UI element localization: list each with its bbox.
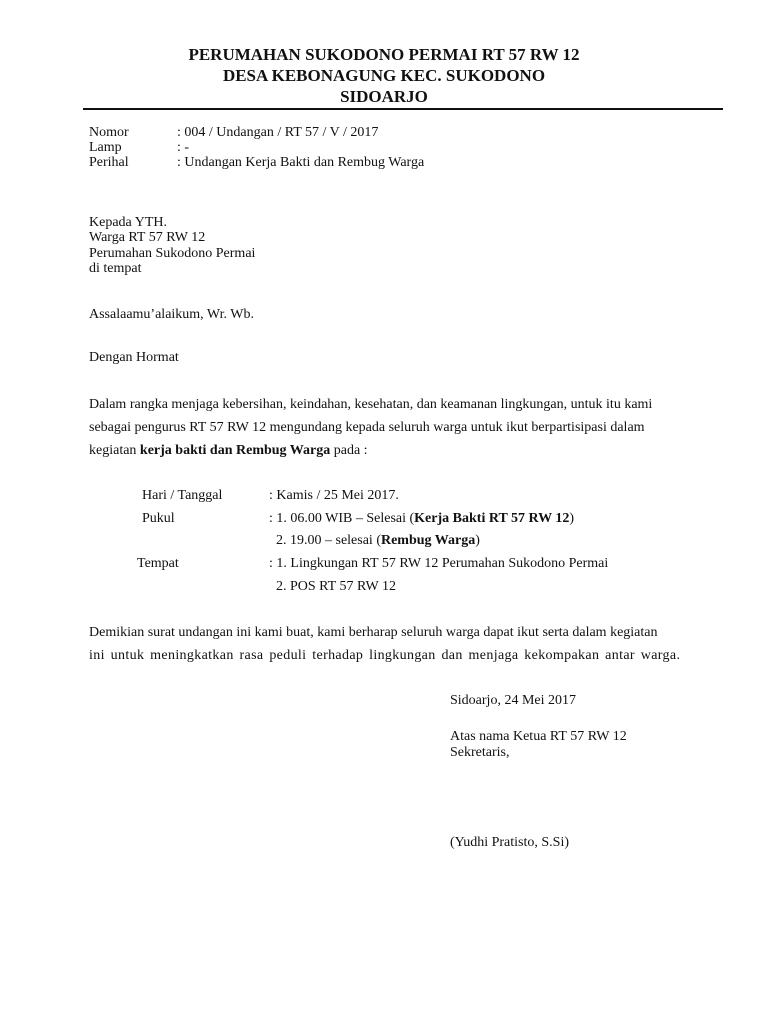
greeting-salam: Assalaamu’alaikum, Wr. Wb.: [89, 307, 254, 322]
detail-label-tempat: Tempat: [137, 556, 179, 571]
meta-label-perihal: Perihal: [89, 155, 129, 170]
intro-line-3: [89, 443, 368, 459]
intro-line-3-pre: kegiatan: [89, 443, 140, 458]
detail-value-tempat-1: : 1. Lingkungan RT 57 RW 12 Perumahan Sukodono Permai: [269, 556, 609, 571]
pukul-1-post: ): [569, 511, 575, 526]
pukul-2-post: ): [475, 533, 480, 548]
detail-value-tempat-2: 2. POS RT 57 RW 12: [276, 579, 397, 594]
header-divider: [83, 108, 723, 110]
meta-value-nomor: : 004 / Undangan / RT 57 / V / 2017: [177, 125, 379, 140]
intro-line-3-post: pada :: [330, 443, 368, 458]
meta-value-perihal: : Undangan Kerja Bakti dan Rembug Warga: [177, 155, 425, 170]
pukul-2-pre: 2. 19.00 – selesai (: [276, 533, 381, 548]
intro-line-1: Dalam rangka menjaga kebersihan, keindahan, kesehatan, dan keamanan lingkungan, untuk itu kami: [89, 397, 653, 412]
detail-label-hari: Hari / Tanggal: [142, 488, 223, 503]
closing-line-2: ini untuk meningkatkan rasa peduli terhadap lingkungan dan menjaga kekompakan antar warga.: [89, 648, 681, 663]
signature-on-behalf: Atas nama Ketua RT 57 RW 12: [450, 729, 627, 744]
signature-place-date: Sidoarjo, 24 Mei 2017: [450, 693, 576, 708]
detail-value-pukul-2: [276, 533, 480, 549]
recipient-line-4: di tempat: [89, 261, 142, 276]
meta-value-lamp: : -: [177, 140, 190, 155]
intro-line-3-bold: kerja bakti dan Rembug Warga: [139, 443, 331, 458]
closing-line-1: Demikian surat undangan ini kami buat, kami berharap seluruh warga dapat ikut serta dalam kegiatan: [89, 625, 658, 640]
detail-value-pukul-1: [269, 511, 574, 527]
pukul-1-bold: Kerja Bakti RT 57 RW 12: [414, 511, 570, 526]
meta-label-nomor: Nomor: [89, 125, 129, 140]
letterhead-line-1: PERUMAHAN SUKODONO PERMAI RT 57 RW 12: [188, 45, 580, 64]
detail-label-pukul: Pukul: [142, 511, 175, 526]
intro-line-2: sebagai pengurus RT 57 RW 12 mengundang kepada seluruh warga untuk ikut berpartisipasi dalam: [89, 420, 645, 435]
letterhead-line-2: DESA KEBONAGUNG KEC. SUKODONO: [222, 66, 546, 85]
meta-label-lamp: Lamp: [89, 140, 122, 155]
pukul-1-pre: : 1. 06.00 WIB – Selesai (: [269, 511, 415, 526]
recipient-line-3: Perumahan Sukodono Permai: [89, 246, 256, 261]
recipient-line-2: Warga RT 57 RW 12: [89, 230, 206, 245]
signature-name: (Yudhi Pratisto, S.Si): [450, 835, 570, 850]
letterhead-line-3: SIDOARJO: [340, 87, 428, 106]
detail-value-hari: : Kamis / 25 Mei 2017.: [269, 488, 399, 503]
signature-role: Sekretaris,: [450, 745, 510, 760]
pukul-2-bold: Rembug Warga: [380, 533, 476, 548]
greeting-hormat: Dengan Hormat: [89, 350, 179, 365]
recipient-line-1: Kepada YTH.: [89, 215, 168, 230]
